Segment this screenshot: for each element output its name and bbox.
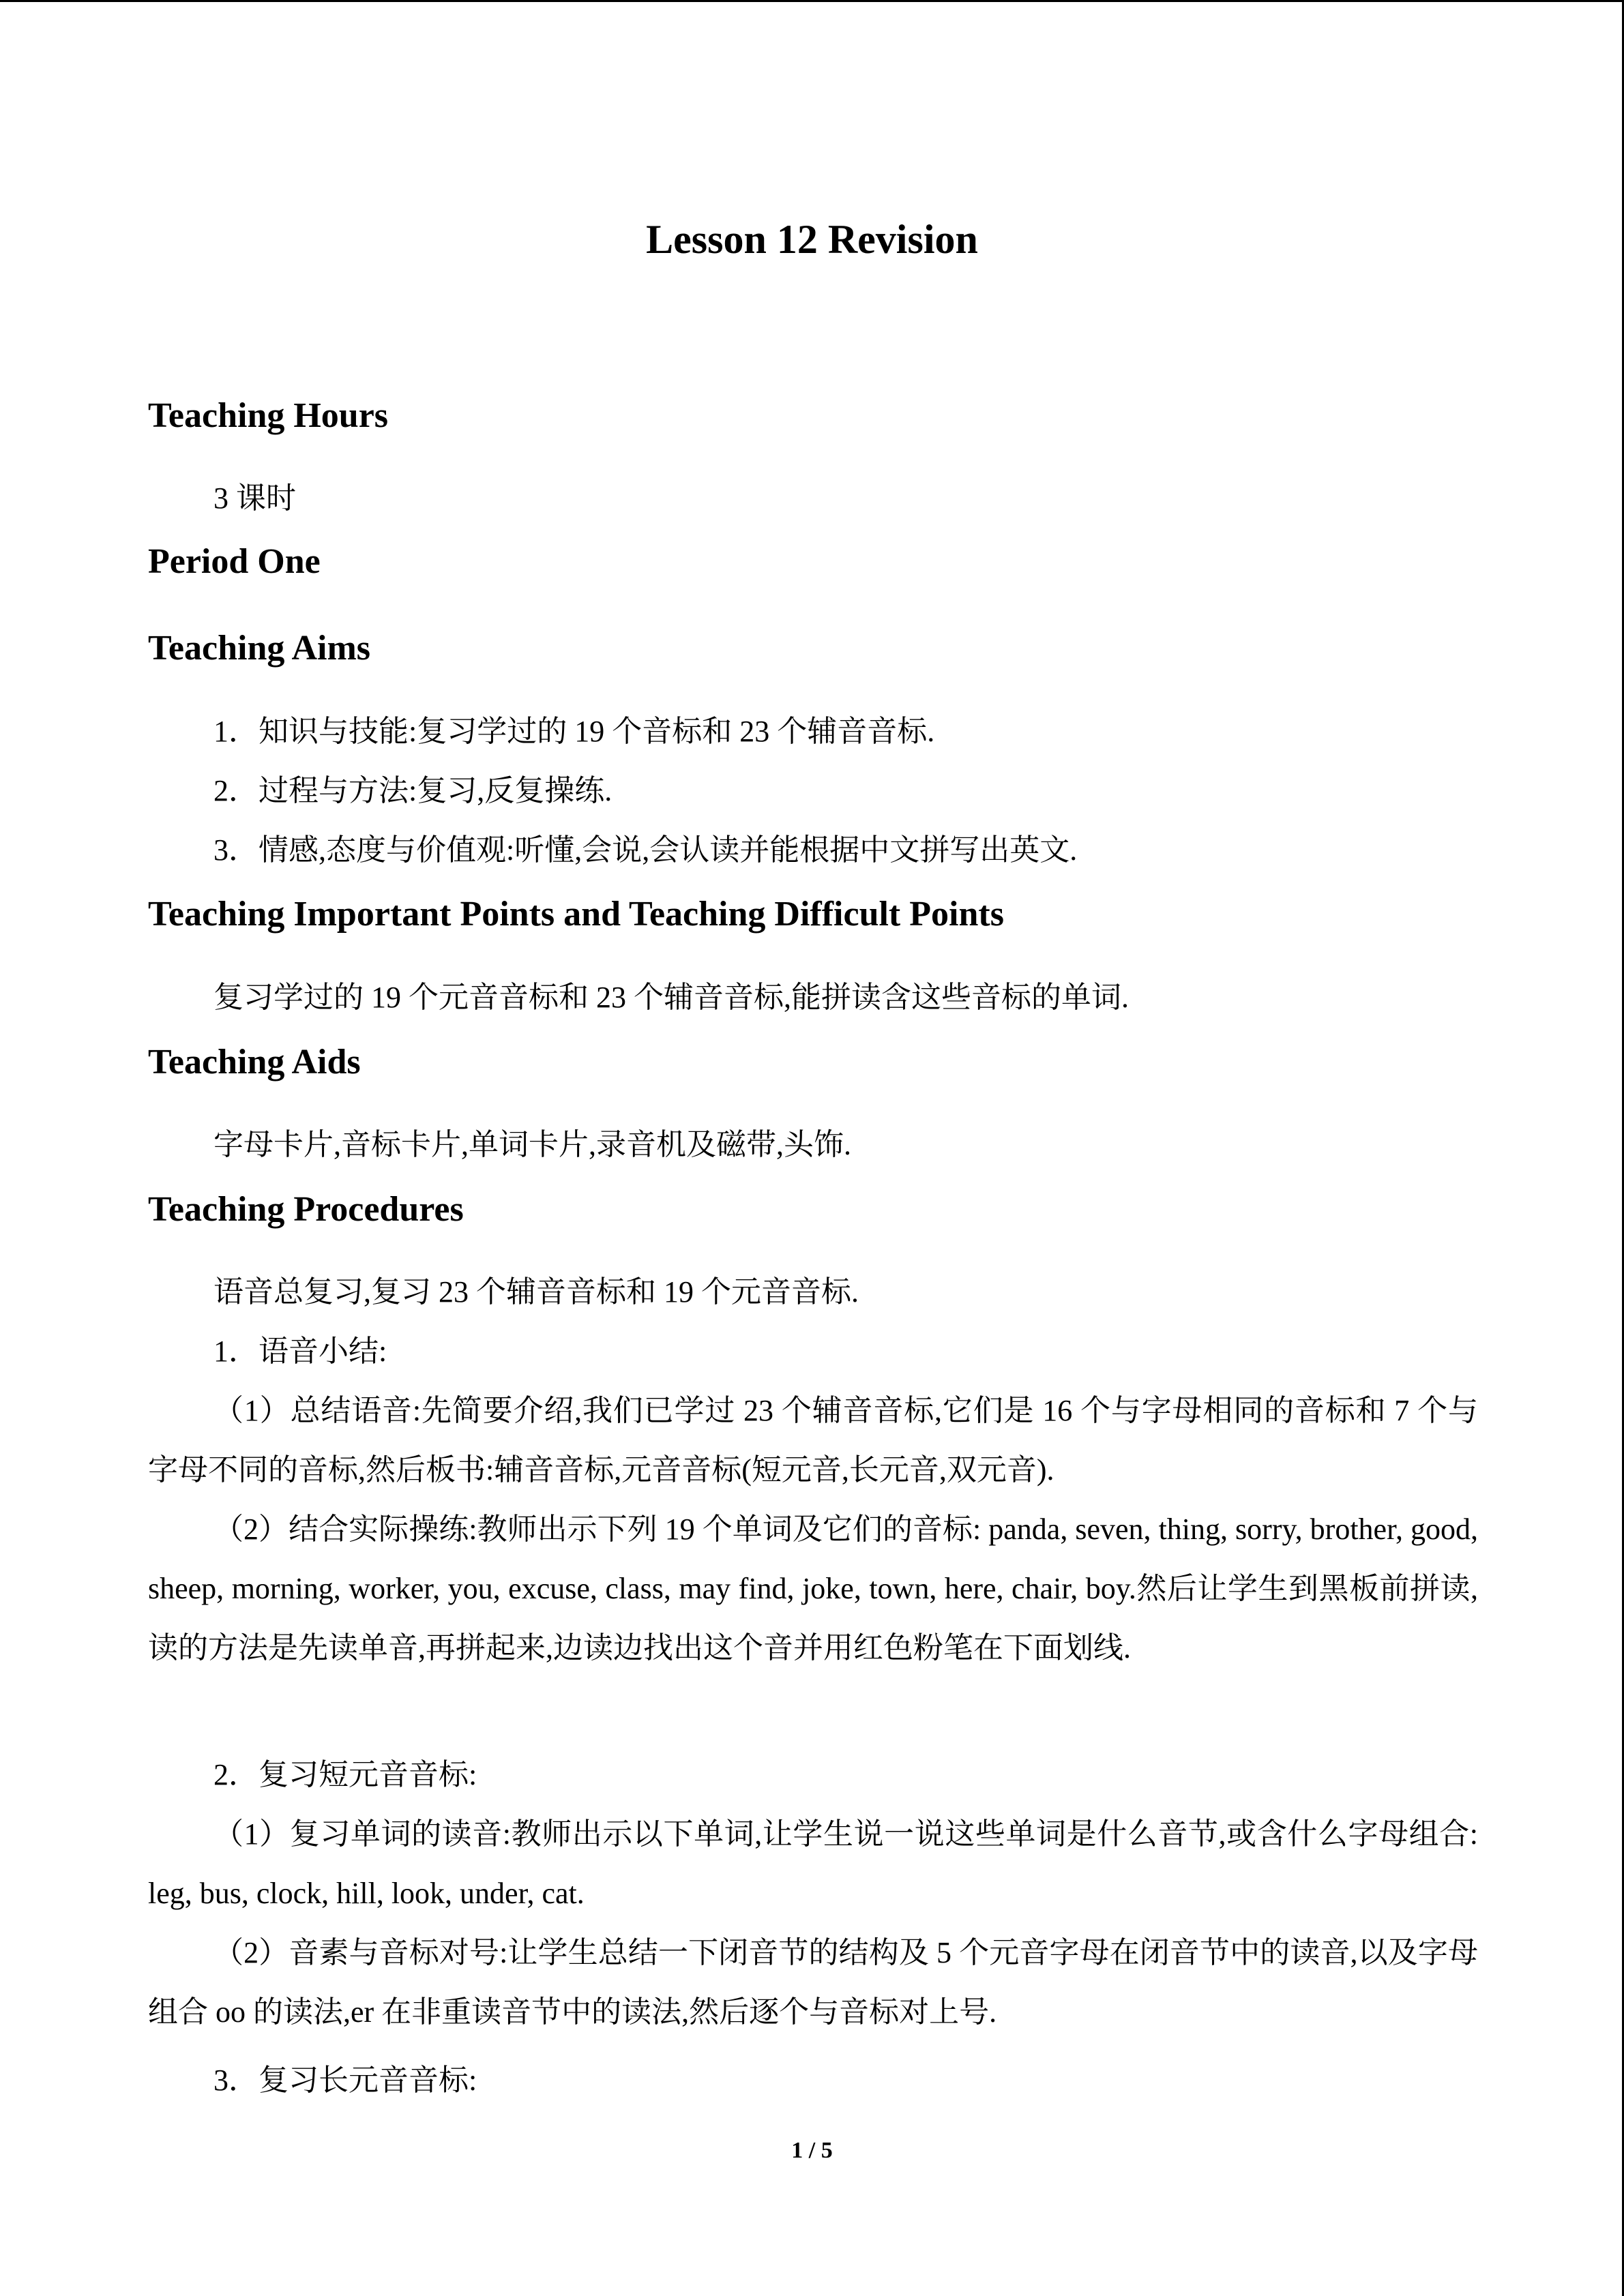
procedure-paragraph-3: （1）复习单词的读音:教师出示以下单词,让学生说一说这些单词是什么音节,或含什么字母组合: leg, bus, clock, hill, look, under, cat. xyxy=(148,1817,1478,1910)
procedure-step-1: 1．语音小结: xyxy=(213,1335,387,1368)
heading-period-one: Period One xyxy=(148,542,321,581)
heading-teaching-procedures: Teaching Procedures xyxy=(148,1190,464,1229)
aim-item-2: 2．过程与方法:复习,反复操练. xyxy=(213,774,612,807)
procedure-paragraph-1: （1）总结语音:先简要介绍,我们已学过 23 个辅音音标,它们是 16 个与字母相同的音标和 7 个与字母不同的音标,然后板书:辅音音标,元音音标(短元音,长元音,双元音). xyxy=(148,1394,1478,1487)
page-number: 1 / 5 xyxy=(791,2138,833,2163)
aim-item-1: 1．知识与技能:复习学过的 19 个音标和 23 个辅音音标. xyxy=(213,715,935,748)
heading-important-points: Teaching Important Points and Teaching Difficult Points xyxy=(148,895,1004,934)
heading-teaching-aims: Teaching Aims xyxy=(148,629,371,668)
document-title: Lesson 12 Revision xyxy=(646,217,978,262)
heading-teaching-aids: Teaching Aids xyxy=(148,1043,361,1082)
teaching-aids-text: 字母卡片,音标卡片,单词卡片,录音机及磁带,头饰. xyxy=(213,1128,851,1161)
teaching-hours-text: 3 课时 xyxy=(213,481,296,515)
procedure-paragraph-4: （2）音素与音标对号:让学生总结一下闭音节的结构及 5 个元音字母在闭音节中的读音,以及字母组合 oo 的读法,er 在非重读音节中的读法,然后逐个与音标对上号. xyxy=(148,1936,1478,2029)
procedure-step-2: 2．复习短元音音标: xyxy=(213,1758,477,1791)
heading-teaching-hours: Teaching Hours xyxy=(148,396,389,435)
aim-item-3: 3．情感,态度与价值观:听懂,会说,会认读并能根据中文拼写出英文. xyxy=(213,833,1078,867)
important-points-text: 复习学过的 19 个元音音标和 23 个辅音音标,能拼读含这些音标的单词. xyxy=(213,981,1129,1014)
procedure-step-3: 3．复习长元音音标: xyxy=(213,2063,477,2097)
procedure-paragraph-2: （2）结合实际操练:教师出示下列 19 个单词及它们的音标: panda, seven, thing, sorry, brother, good, sheep, morning, worker, you, excuse, class, may find, joke, town, here, chair, boy.然后让学生到黑板前拼读,读的方法是先读单音,再拼起来,边读边找出这个音并用红色粉笔在下面划线. xyxy=(148,1512,1478,1665)
procedure-intro: 语音总复习,复习 23 个辅音音标和 19 个元音音标. xyxy=(213,1275,859,1309)
